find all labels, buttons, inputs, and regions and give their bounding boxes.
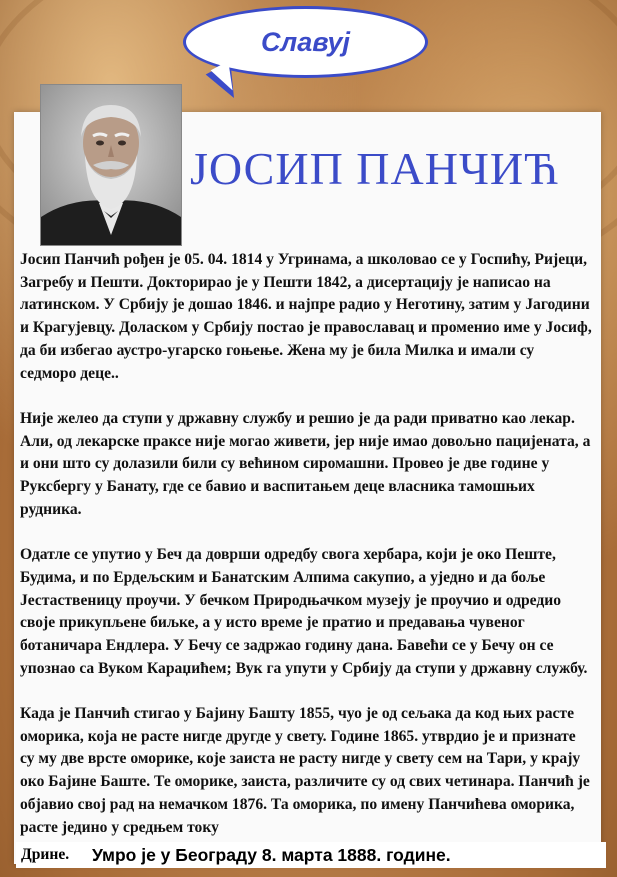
paragraph: Јосип Панчић рођен је 05. 04. 1814 у Угринама, а школовао се у Госпићу, Ријеци, Загребу и Пешти. Докторирао је у Пешти 1842, а дисертацију је написао на латинском. У Србију је дошао 1846. и најпре радио у Неготину, затим у Јагодини и Крагујевцу. Доласком у Србију постао је православац и променио име у Јосиф, да би избегао аустро-угарско гоњење. Жена му је била Милка и имали су седморо деце.. — [20, 251, 592, 382]
death-caption: Умро је у Београду 8. марта 1888. године. — [92, 845, 451, 865]
portrait-photo — [40, 84, 182, 246]
speech-bubble-label: Славуј — [260, 26, 351, 57]
paragraph: Одатле се упутио у Беч да доврши одредбу свога хербара, који је око Пеште, Будима, и по Ердељским и Банатским Алпима сакупио, а уједно и да боље Јестаственицу проучи. У бечком Природњачком музеју је проучио и одредио своје прикупљене биљке, а у исто време је пратио и предавања чувеног ботаничара Ендлера. У Бечу се задржао годину дана. Бавећи се у Бечу он се упознао са Вуком Караџићем; Вук га упути у Србију да ступи у државну службу. — [20, 546, 588, 677]
paragraph-end: Дрине. — [21, 846, 70, 863]
footer-caption-bar — [16, 842, 606, 868]
biography-text — [20, 249, 592, 839]
paragraph: Није желео да ступи у државну службу и решио је да ради приватно као лекар. Али, од лекарске праксе није могао живети, јер није имао довољно пацијената, а и они што су долазили били су већином сиромашни. Провео је две године у Руксбергу у Банату, где се бавио и васпитањем деце власника тамошњих рудника. — [20, 409, 591, 518]
paragraph: Када је Панчић стигао у Бајину Башту 1855, чуо је од сељака да код њих расте оморика, која не расте нигде другде у свету. Године 1865. утврдио је и признате су му две врсте оморике, које заиста не расту нигде у свету сем на Тари, у крају око Бајине Баште. Те оморике, заиста, различите су од свих четинара. Панчић је објавио свој рад на немачком 1876. Та оморика, по имену Панчићева оморика, расте једино у средњем току — [20, 705, 590, 836]
page-title: ЈОСИП ПАНЧИЋ — [190, 143, 560, 194]
portrait-icon — [41, 85, 181, 245]
